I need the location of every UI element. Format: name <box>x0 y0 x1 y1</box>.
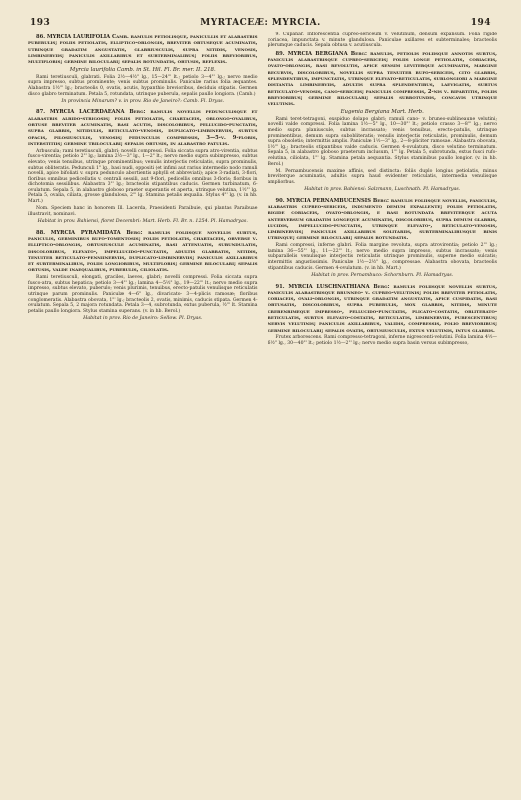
right-column <box>268 32 498 786</box>
species-heading: 86. MYRCIA LAURIFOLIA Camb. ramulis petiolisque, panicullis et alabastris puberulis; foliis petiolatis, elliptico-oblongis, breviter obtuseque acuminatis, utrinque gradatim angustatis, glabriusculis, supra nitidis, venosis, limbinerviis; paniculis axillaribus et subterminalibus; foliis brevioribus, multifloris; germine biloculari; sepalis rotundatis, obtusis, reflexis. <box>28 34 258 66</box>
synonym-line: Myrcia laurifolia Camb. in St. Hil. Fl. Br. mer. II. 218. <box>69 67 216 74</box>
right-page-number: 194 <box>470 18 491 28</box>
species-heading: 88. MYRCIA PYRAMIDATA Berg: ramulis foliisque novellis subtus, paniculis, germinibus rufo-tomentosis; foliis petiolatis, chartaceis, obverse v. elliptico-oblongis, obtusiuscule acuminatis, basi attenuatis, subundulatis, discoloribus, elevato-, impellucido-punctatis, adultis glabratis, nitidis, tenuiter reticulato-penniinerviis, duplicato-limbinerviis; paniculis axillaribus et subterminalibus, foliis longioribus, multifloris; germine biloculari; sepalis obtusis, valde inaequalibus, puberulis, ciliolatis. <box>28 229 258 274</box>
running-title: MYRTACEÆ: MYRCIA. <box>200 18 321 28</box>
page-header <box>30 18 491 28</box>
species-heading: 87. MYRCIA LACERDAEANA Berg: ramulis novellis pedunculisque et alabastris albido-strigosis; foliis petiolatis, chartaceis, oblongo-ovalibus, obtuse breviter acuminatis, basi acutis, discoloribus, pellucido-punctatis, supra glabris, nitidulis, reticulato-venosis, duplicato-limbinerviis, subtus opacis, pilosiusculis, venosis; pedunculis compressis, 3—5-v. 9-floris, interstitiis; germine triloculari; sepalis obtusis, in alabastro patulis. <box>28 109 258 147</box>
species-heading: 89. MYRCIA BERGIANA Berg: ramulis, petiolis foliisque annotis subtus, paniculis alabastrisque cupreo-sericeis; foliis longe petiolatis, coriaceis, ovato-oblongis, basi revolutis, apice sensim leviterque acuminatis, margine recurvis, discoloribus, novellis supra tenuiter rufo-sericeis, cito glabris, splendentibus, impunctatis, utrinque elevato-reticulatis, sublongiori a margine distantia limbinerviis, adultis supra splendentibus, laevigatis, subtus reticulato-venosis, cano-sericeis; paniculis compressis, 2-nis v. bipartitis, foliis brevioribus; germine biloculari; sepalis subrotundis, concavis utrinque velutinis. <box>267 50 497 108</box>
habitat-line: Habitat in prov. Pernambuco: Schornburn. Pl. Hamadryas. <box>311 273 454 279</box>
species-heading: 91. MYRCIA LUSCHNATHIANA Berg: ramulis foliisque novellis subtus, paniculis alabastrisque brunneo- v. cupreo-velutinis; foliis breviter petiolatis, coriaceis, ovali-oblongis, utrinque gradatim angustatis, apice cuspidatis, basi obtusatis, discoloribus, supra puberulis, mox glabris, nitidis, minute crebenrimeque impresso-, pellucido-punctatis, plicato-costatis, obliterato-reticulatis, subtus elevato-costatis, reticulatis, limbinerviis, pubescentibus; nervis velutinis; paniculis axillaribus, validis, compressis, folio brevioribus; germine biloculari; sepalis ovatis, obtusiusculis, extus velutinis, intus glabris. <box>267 283 497 334</box>
description-paragraph: Rami teretiusculi, glabrati. Folia 2½—4½" lg., 15—24"' lt.; petiolo 3—4"' lg.; nervo medio supra impresso, subtus prominente; venis subtus prominulis. Paniculæ rarius folia æquantes. Alabastra 1½"' lg.; bracteolis 0, ovatis, acutis, hypanthio brevioribus, deciduis stipatis. Germen disco glabro terminatum. Petala 5, rotundata, utrinque puberula, sepalis paullo longiora. (Camb.) <box>28 74 258 97</box>
description-paragraph: Rami teret-tetragoni, exspiduo dolapo glabri; ramuli cano- v. bruneo-sublineaune velutini; novelli valde compressi. Folia lamina 1½—5" lg., 10—30"' lt.; petiolo crasso 3—8"' lg.; nervo medio supra planiuscule, subtus incrassato; venis tenuibus, erecto-patulis, utrinque prominentibus, demum supra subobliteratis; venulis interjectis reticulatis, prominulis, demum supra obsoletis; intermittis amplis. Paniculæ 1½—3" lg., 2—8-pliciter ramosae. Alabastra obovata, 1½"' lg.; bracteolis stipantibus valde caducis. Germen 4-ovulatum, disco velutino terminatum. Sepala 5, in alabastro globoso praeterum inclusum, 1"' lg. Petala 5, subrotunda, extus fusci rufo-velutina, ciliolata, 1"' lg. Stamina petala aequantia. Stylus staminibus paullo longior. (v. in hb. Berol.) <box>267 116 497 167</box>
text-columns <box>28 32 497 786</box>
description-paragraph: Frutex arborescens. Rami compresso-tetragoni, inferne nigrescenti-velutini. Folia lamina 4½—6½" lg., 30—40"' lt.; petiolo 1½—2"' lg.; nervo medio supra basin versus subimpresso, <box>267 335 497 346</box>
habitat-line: Habitat in prov. Rio de Janeiro: Sellow. Pl. Dryas. <box>83 316 203 322</box>
habitat-line: Habitat in prov. Bahiensi, floret Decembri: Mart. Herb. Fl. Br. n. 1254. Pl. Hamadryas. <box>37 219 248 225</box>
description-paragraph: Arbuscula; rami teretiusculi, glabri; novelli compressi. Folia siccata supra atro-virentia, subtus fusco-virentia; petiolo 2"' lg.; lamina 2½—3" lg., 1—2" lt.; nervo medio supra subimpresso, subtus elevato; venis tenuibus, utrinque prominentibus; venulis interjectis reticulatis, supra prominulis, subtus obliteratis. Pedunculi 1" lg., basi nudi, oppositi (et infimi aut rarius intermedio nodo ramuli novelli, apice bifoliati v. supra pedunculo abortientis aphylli et abbreviati); apice 3-radiati, 3-flori, floribus omnibus pedicellatis v. centrali sessili, aut 9-flori, pedicellis omnibus 3-floris; floribus in dichotomia sessilibus. Alabastra 3"' lg.; bracteolis stipantibus caducis. Germen turbinatum, 6-ovulatum. Sepala 5, in alabastro globoso praeter superantis et aperta, utrinque velutina, 1½"' lg. Petala 5, ovalia, ciliata, grosse glandulosa, 2"' lg. Stamina petalis æqualia. Stylus 4"' lg. (v. in hb. Mart.) <box>28 148 258 205</box>
synonym-line: Eugenia Bergiana Mart. Herb. <box>340 109 424 116</box>
left-column <box>28 32 258 786</box>
description-paragraph: Rami compressi, inferne glabri. Folia margine revoluta, supra atrovirentia; petiolo 2"' lg.; lamina 36—55"' lg., 11—22"' lt.; nervo medio supra impresso, subtus incrassato; venis subparallelis venulisque interjectis reticulatis utrinque prominulis, superne medio sulcatis; intermittis angustissimis. Paniculæ 1½—2½" lg., compressae. Alabastra obovata, bracteolis stipantibus caducis. Germen 4-ovulatum. (v. in hb. Mart.) <box>267 243 497 271</box>
description-paragraph: Nom. Speciem hanc in honorem Ill. Lacerda, Praesidenti Paraibuie, qui plantas Paraibuae illustravit, nominavi. <box>28 206 258 217</box>
description-paragraph: Rami teretiusculi, elongati, graciles, laeves, glabri; novelli compressi. Folia siccata supra fusco-atra, subtus hepatica; petiolo 3—4"' lg.; lamina 4—5½" lg., 19—22"' lt.; nervo medio supra impresso, subtus elevato, puberulo; venis plurimis, tenuibus, erecto-patulis venulisque reticulatis utrinque parum prominulis. Paniculæ 4—6" lg., divaricato- 3—4-plicis ramosæ; floribus conglomeratis. Alabastra obovata, 1"' lg.; bracteolis 2, ovatis, minimis, caducis stipata. Germen 4-ovulatum. Sepala 5, 2 majora rotundata. Petala 3—4, subrotunda, extus puberula, ½"' lt. Stamina petalis paullo longiora. Stylus stamina superans. (v. in hb. Berol.) <box>28 275 258 314</box>
habitat-line: Habitat in prov. Bahiensi: Salzmann, Luschnath. Pl. Hamadryas. <box>304 187 461 193</box>
description-paragraph: M. Pernambucensis maxime affinis, sed distincta: foliis duplo longius petiolatis, minus breviterque acuminatis, adultis supra haud evidenter reticulatis, intermedia venulisque ampliorbus. <box>267 168 497 185</box>
description-paragraph: 9. Cupanar. Inflorescentia cupreo-sericeum v. velutinum, densum expansum. Folia rigide coriacea, impunctata v. minute glandulosa. Paniculae axillares et subterminales; bracteolis plerumque caducis. Sepala obtusa v. acutiuscula. <box>267 32 497 49</box>
left-page-number: 193 <box>30 18 51 28</box>
species-heading: 90. MYRCIA PERNAMBUCENSIS Berg: ramulis foliisque novellis, paniculis, alabastris cupreo-sericeis, indumento demum expallente; foliis petiolatis, rigide coriaceis, ovato-oblongis, e basi rotundata breviterque acuta anterversum gradatim longeque acuminatis, discoloribus, supra demum glabris, lucidis, impellucido-punctatis, utrinque elevato-, reticulato-venosis, limbinerviis; paniculis axillaribus solitariis, subterminalibusque binis utrinque; germine biloculari; sepalis rotundatis. <box>267 197 497 242</box>
habitat-line: In provincia Minarum? v. in prov. Rio de Janeiro?: Camb. Fl. Dryas. <box>61 99 225 105</box>
